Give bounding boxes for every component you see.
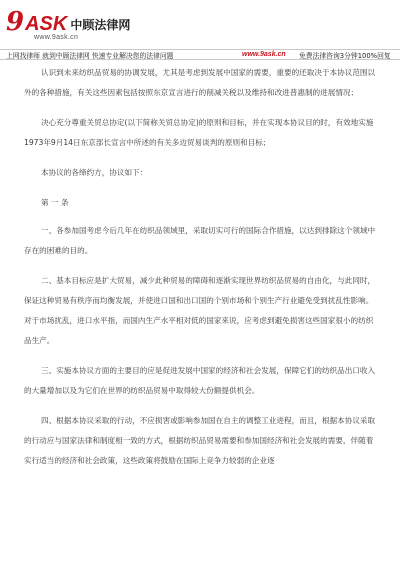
logo-ask: ASK (25, 13, 68, 35)
header-banner-bar (0, 49, 400, 60)
paragraph-preamble-1: 认识到未来纺织品贸易的协调发展，尤其是考虑到发展中国家的需要，重要的还取决于本协议范围以外的各种措施，有关这些因素包括按照东京宣言进行的削减关税以及维持和改进普惠制的进展情况； (24, 68, 376, 97)
banner-site-url[interactable]: www.9ask.cn (242, 51, 286, 58)
document-body (24, 63, 378, 471)
paragraph-clause-3: 三、实施本协议方面的主要目的应是促进发展中国家的经济和社会发展，保障它们的纺织品出口收入的大量增加以及为它们在世界的纺织品贸易中取得较大份额提供机会。 (24, 366, 376, 395)
banner-slogan[interactable]: 上网找律师 就到中顾法律网 快速专业解决您的法律问题 (6, 51, 174, 60)
paragraph-clause-4: 四、根据本协议采取的行动，不应损害或影响参加国在自主的调整工业进程，而且，根据本协议采取的行动应与国家法律和制度相一致的方式，根据纺织品贸易需要和参加国经济和社会发展的需要，伴随着实行适当的经济和社会政策，这些政策将鼓励在国际上竞争力较弱的企业逐 (24, 416, 376, 465)
paragraph-agreement: 本协议的各缔约方，协议如下： (41, 168, 148, 177)
banner-free-consult[interactable]: 免费法律咨询3分钟100%回复 (299, 51, 391, 60)
paragraph-preamble-2: 决心充分尊重关贸总协定(以下简称关贸总协定)的原则和目标，并在实现本协议目的时，有效地实施1973年9月14日东京部长宣言中所述的有关多边贸易谈判的原则和目标； (24, 118, 374, 147)
paragraph-clause-2: 二、基本目标应是扩大贸易，减少此种贸易的障碍和逐渐实现世界纺织品贸易的自由化，与此同时，保证这种贸易有秩序而均衡发展，并使进口国和出口国的个别市场和个别生产行业避免受到扰乱性影响。对于市场扰乱，进口水平指，而国内生产水平相对低的国家来说，应考虑到避免损害这些国家很小的纺织品生产。 (24, 276, 376, 345)
logo-url: www.9ask.cn (34, 34, 79, 41)
site-logo[interactable] (6, 7, 131, 37)
paragraph-clause-1: 一、各参加国考虑今后几年在纺织品领域里，采取切实可行的国际合作措施，以达到排除这个领域中存在的困难的目的。 (24, 226, 376, 255)
logo-site-name: 中顾法律网 (70, 18, 131, 32)
logo-mark: 9 (6, 7, 25, 37)
article-heading: 第 一 条 (41, 198, 69, 207)
site-header (0, 0, 400, 58)
